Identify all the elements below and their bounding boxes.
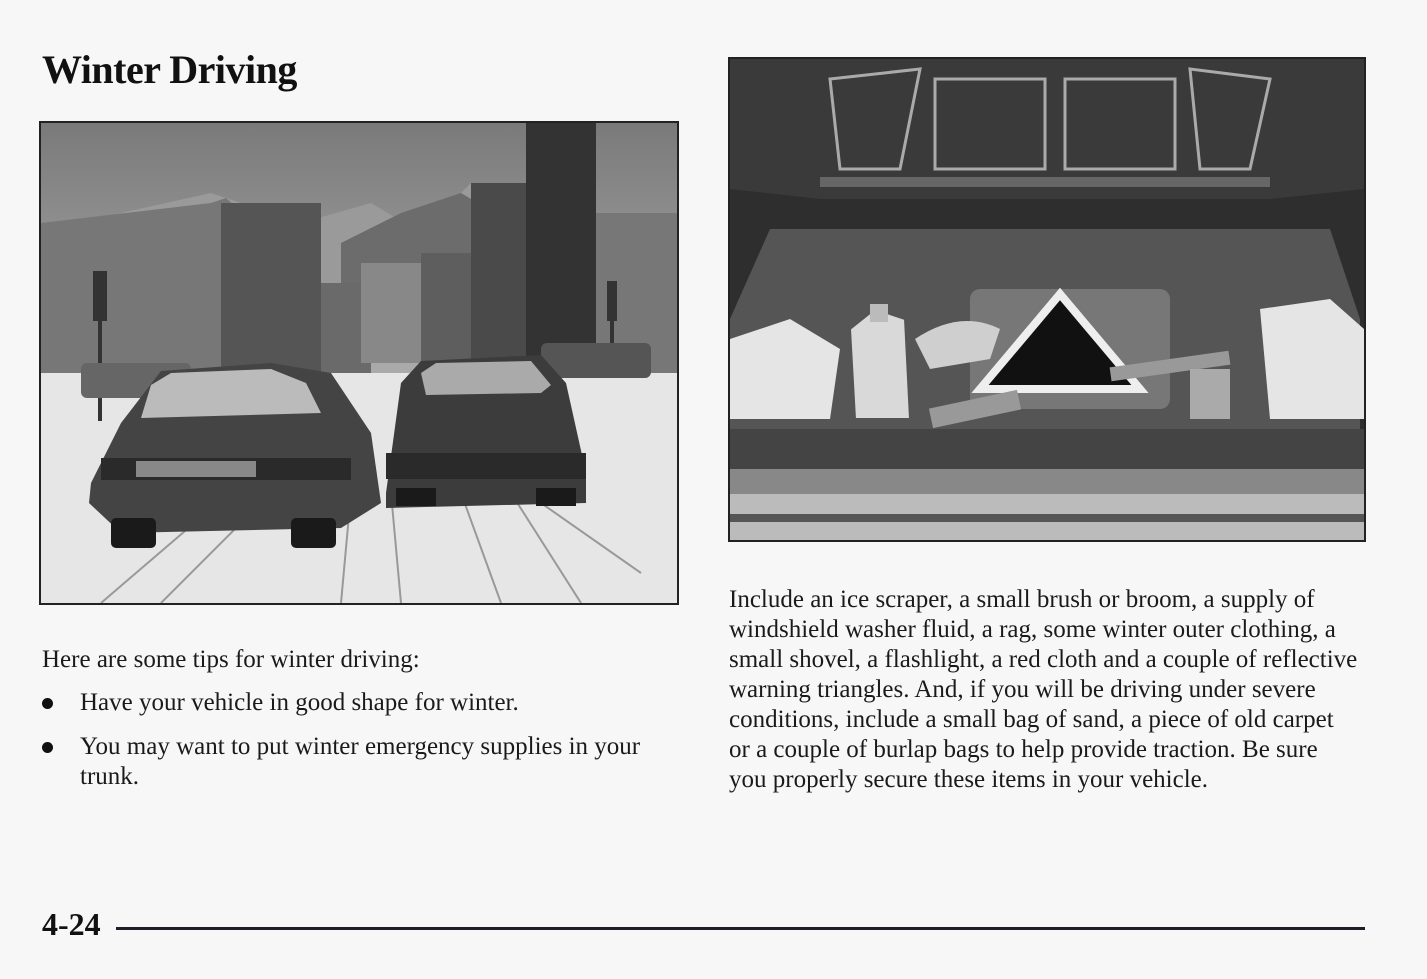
list-item: [42, 732, 672, 792]
page-number: 4-24: [42, 906, 101, 942]
page-title: Winter Driving: [42, 47, 297, 92]
list-item: [42, 688, 672, 718]
winter-street-cars-icon: [41, 123, 677, 603]
list-item-text: Have your vehicle in good shape for winter.: [80, 689, 519, 716]
supplies-paragraph: Include an ice scraper, a small brush or broom, a supply of windshield washer fluid, a rag, some winter outer clothing, a small shovel, a flashlight, a red cloth and a couple of reflective warning triangles. And, if you will be driving under severe conditions, include a small bag of sand, a piece of old carpet or a couple of burlap bags to help provide traction. Be sure you properly secure these items in your vehicle.: [729, 586, 1358, 793]
trunk-supplies-illustration: [728, 57, 1366, 542]
trunk-emergency-supplies-icon: [730, 59, 1364, 540]
tips-list: [42, 688, 672, 806]
footer-rule: [116, 927, 1365, 930]
list-item-text: You may want to put winter emergency supplies in your trunk.: [80, 733, 641, 790]
winter-street-illustration: [39, 121, 679, 605]
tips-intro: Here are some tips for winter driving:: [42, 646, 420, 673]
bullet-icon: [42, 742, 53, 753]
bullet-icon: [42, 698, 53, 709]
